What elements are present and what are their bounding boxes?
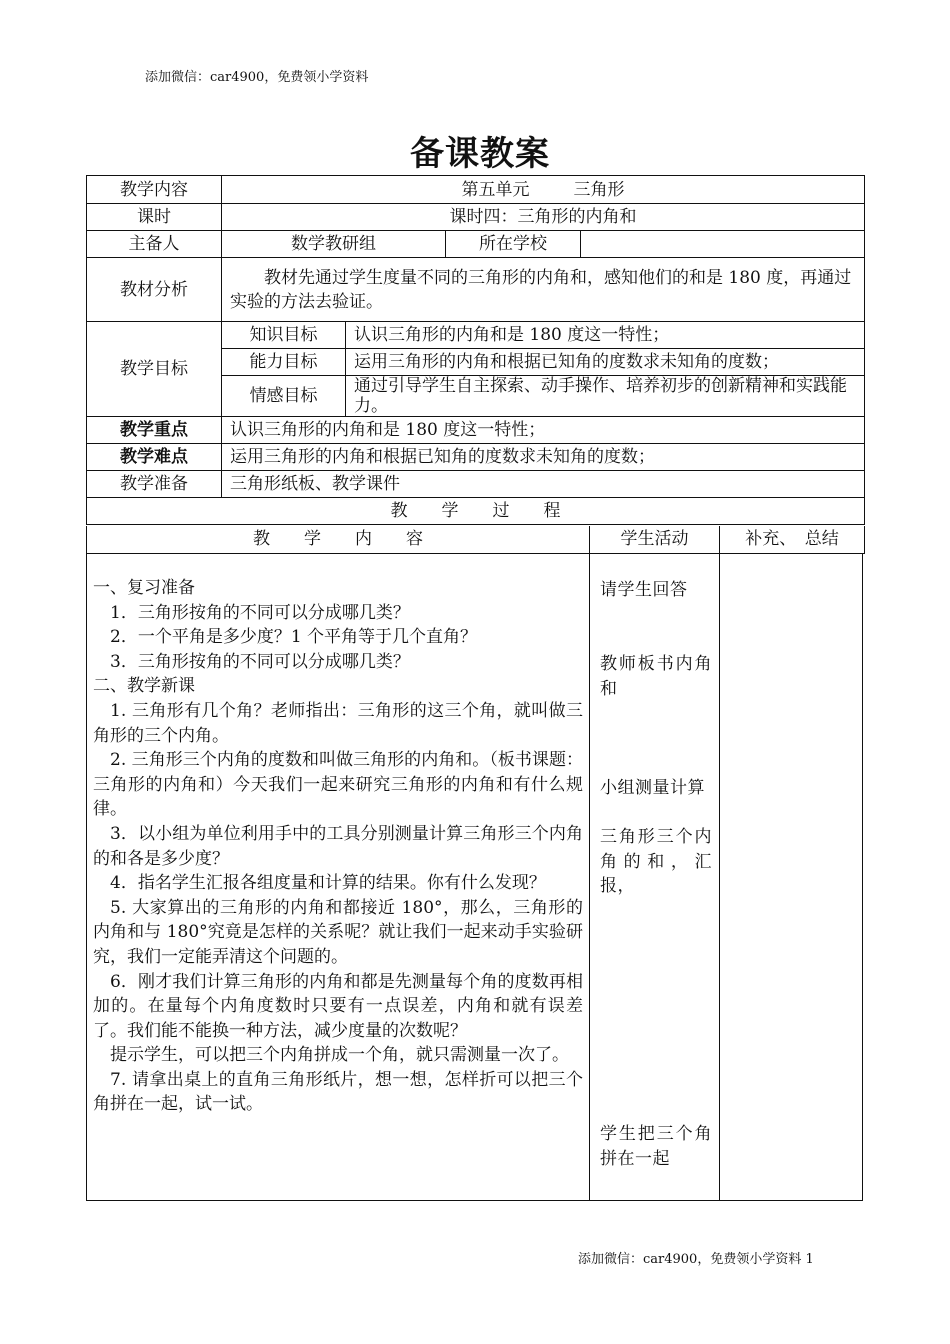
lesson-item: 提示学生，可以把三个内角拼成一个角，就只需测量一次了。	[110, 1045, 569, 1066]
key-label: 教学重点	[87, 417, 222, 444]
content-value	[222, 176, 865, 204]
student-note: 学生把三个角拼在一起	[600, 1124, 712, 1169]
header-note: 添加微信：car4900，免费领小学资料	[145, 70, 369, 85]
process-header-table	[86, 526, 865, 554]
lesson-item: 1．三角形按角的不同可以分成哪几类？	[110, 602, 410, 623]
lesson-item: 6．刚才我们计算三角形的内角和都是先测量每个角的度数再相加的。在量每个内角度数时只要有一点误差，内角和就有误差了。我们能不能换一种方法，减少度量的次数呢？	[93, 971, 583, 1041]
analysis-label: 教材分析	[87, 258, 222, 322]
process-table	[86, 554, 863, 1201]
content-label: 教学内容	[87, 176, 222, 204]
difficulty-text: 运用三角形的内角和根据已知角的度数求未知角的度数；	[222, 444, 865, 471]
goal-type: 知识目标	[222, 322, 346, 349]
col-student-header: 学生活动	[590, 526, 720, 553]
author-value: 数学教研组	[222, 231, 446, 258]
lesson-item: 2．一个平角是多少度？1 个平角等于几个直角？	[110, 627, 478, 648]
lesson-item: 4．指名学生汇报各组度量和计算的结果。你有什么发现？	[110, 873, 546, 894]
analysis-text: 教材先通过学生度量不同的三角形的内角和，感知他们的和是 180 度，再通过实验的方法去验证。	[222, 258, 865, 322]
student-note: 小组测量计算	[600, 778, 705, 798]
section-heading: 二、教学新课	[93, 676, 195, 697]
author-label: 主备人	[87, 231, 222, 258]
prep-text: 三角形纸板、教学课件	[222, 471, 865, 498]
page-title: 备课教案	[410, 134, 550, 174]
col-content-header: 教 学 内 容	[87, 526, 590, 553]
section-heading: 一、复习准备	[93, 578, 195, 598]
goals-label: 教学目标	[87, 322, 222, 417]
content-unit: 第五单元	[461, 179, 530, 200]
lesson-item: 3．三角形按角的不同可以分成哪几类？	[110, 651, 410, 672]
content-topic: 三角形	[573, 179, 625, 200]
lesson-item: 2. 三角形三个内角的度数和叫做三角形的内角和。（板书课题：三角形的内角和）今天我们一起来研究三角形的内角和有什么规律。	[93, 750, 583, 820]
col-notes-header: 补充、 总结	[720, 526, 865, 553]
goal-text: 认识三角形的内角和是 180 度这一特性；	[346, 322, 865, 349]
goal-type: 情感目标	[222, 376, 346, 417]
student-note: 教师板书内角和	[600, 654, 712, 699]
lesson-item: 1. 三角形有几个角？老师指出：三角形的这三个角，就叫做三角形的三个内角。	[93, 700, 583, 746]
goal-type: 能力目标	[222, 349, 346, 376]
process-title: 教 学 过 程	[87, 498, 865, 525]
lesson-content	[87, 554, 590, 1200]
goal-text: 运用三角形的内角和根据已知角的度数求未知角的度数；	[346, 349, 865, 376]
footer-note: 添加微信：car4900，免费领小学资料 1	[578, 1252, 814, 1267]
student-note: 请学生回答	[600, 580, 688, 600]
school-value	[581, 231, 865, 258]
period-label: 课时	[87, 204, 222, 231]
school-label: 所在学校	[446, 231, 581, 258]
key-text: 认识三角形的内角和是 180 度这一特性；	[222, 417, 865, 444]
period-value: 课时四：三角形的内角和	[222, 204, 865, 231]
lesson-item: 7. 请拿出桌上的直角三角形纸片，想一想，怎样折可以把三个角拼在一起，试一试。	[93, 1069, 583, 1115]
student-note: 三角形三个内角的和，汇报，	[600, 827, 712, 897]
lesson-item: 5. 大家算出的三角形的内角和都接近 180°，那么，三角形的内角和与 180°究竟是怎样的关系呢？就让我们一起来动手实验研究，我们一定能弄清这个问题的。	[93, 897, 583, 967]
difficulty-label: 教学难点	[87, 444, 222, 471]
lesson-item: 3．以小组为单位利用手中的工具分别测量计算三角形三个内角的和各是多少度？	[93, 823, 583, 869]
student-activity-column	[590, 554, 720, 1200]
goal-text: 通过引导学生自主探索、动手操作、培养初步的创新精神和实践能力。	[346, 376, 865, 417]
lesson-info-table	[86, 175, 865, 525]
notes-column	[720, 554, 863, 1200]
prep-label: 教学准备	[87, 471, 222, 498]
